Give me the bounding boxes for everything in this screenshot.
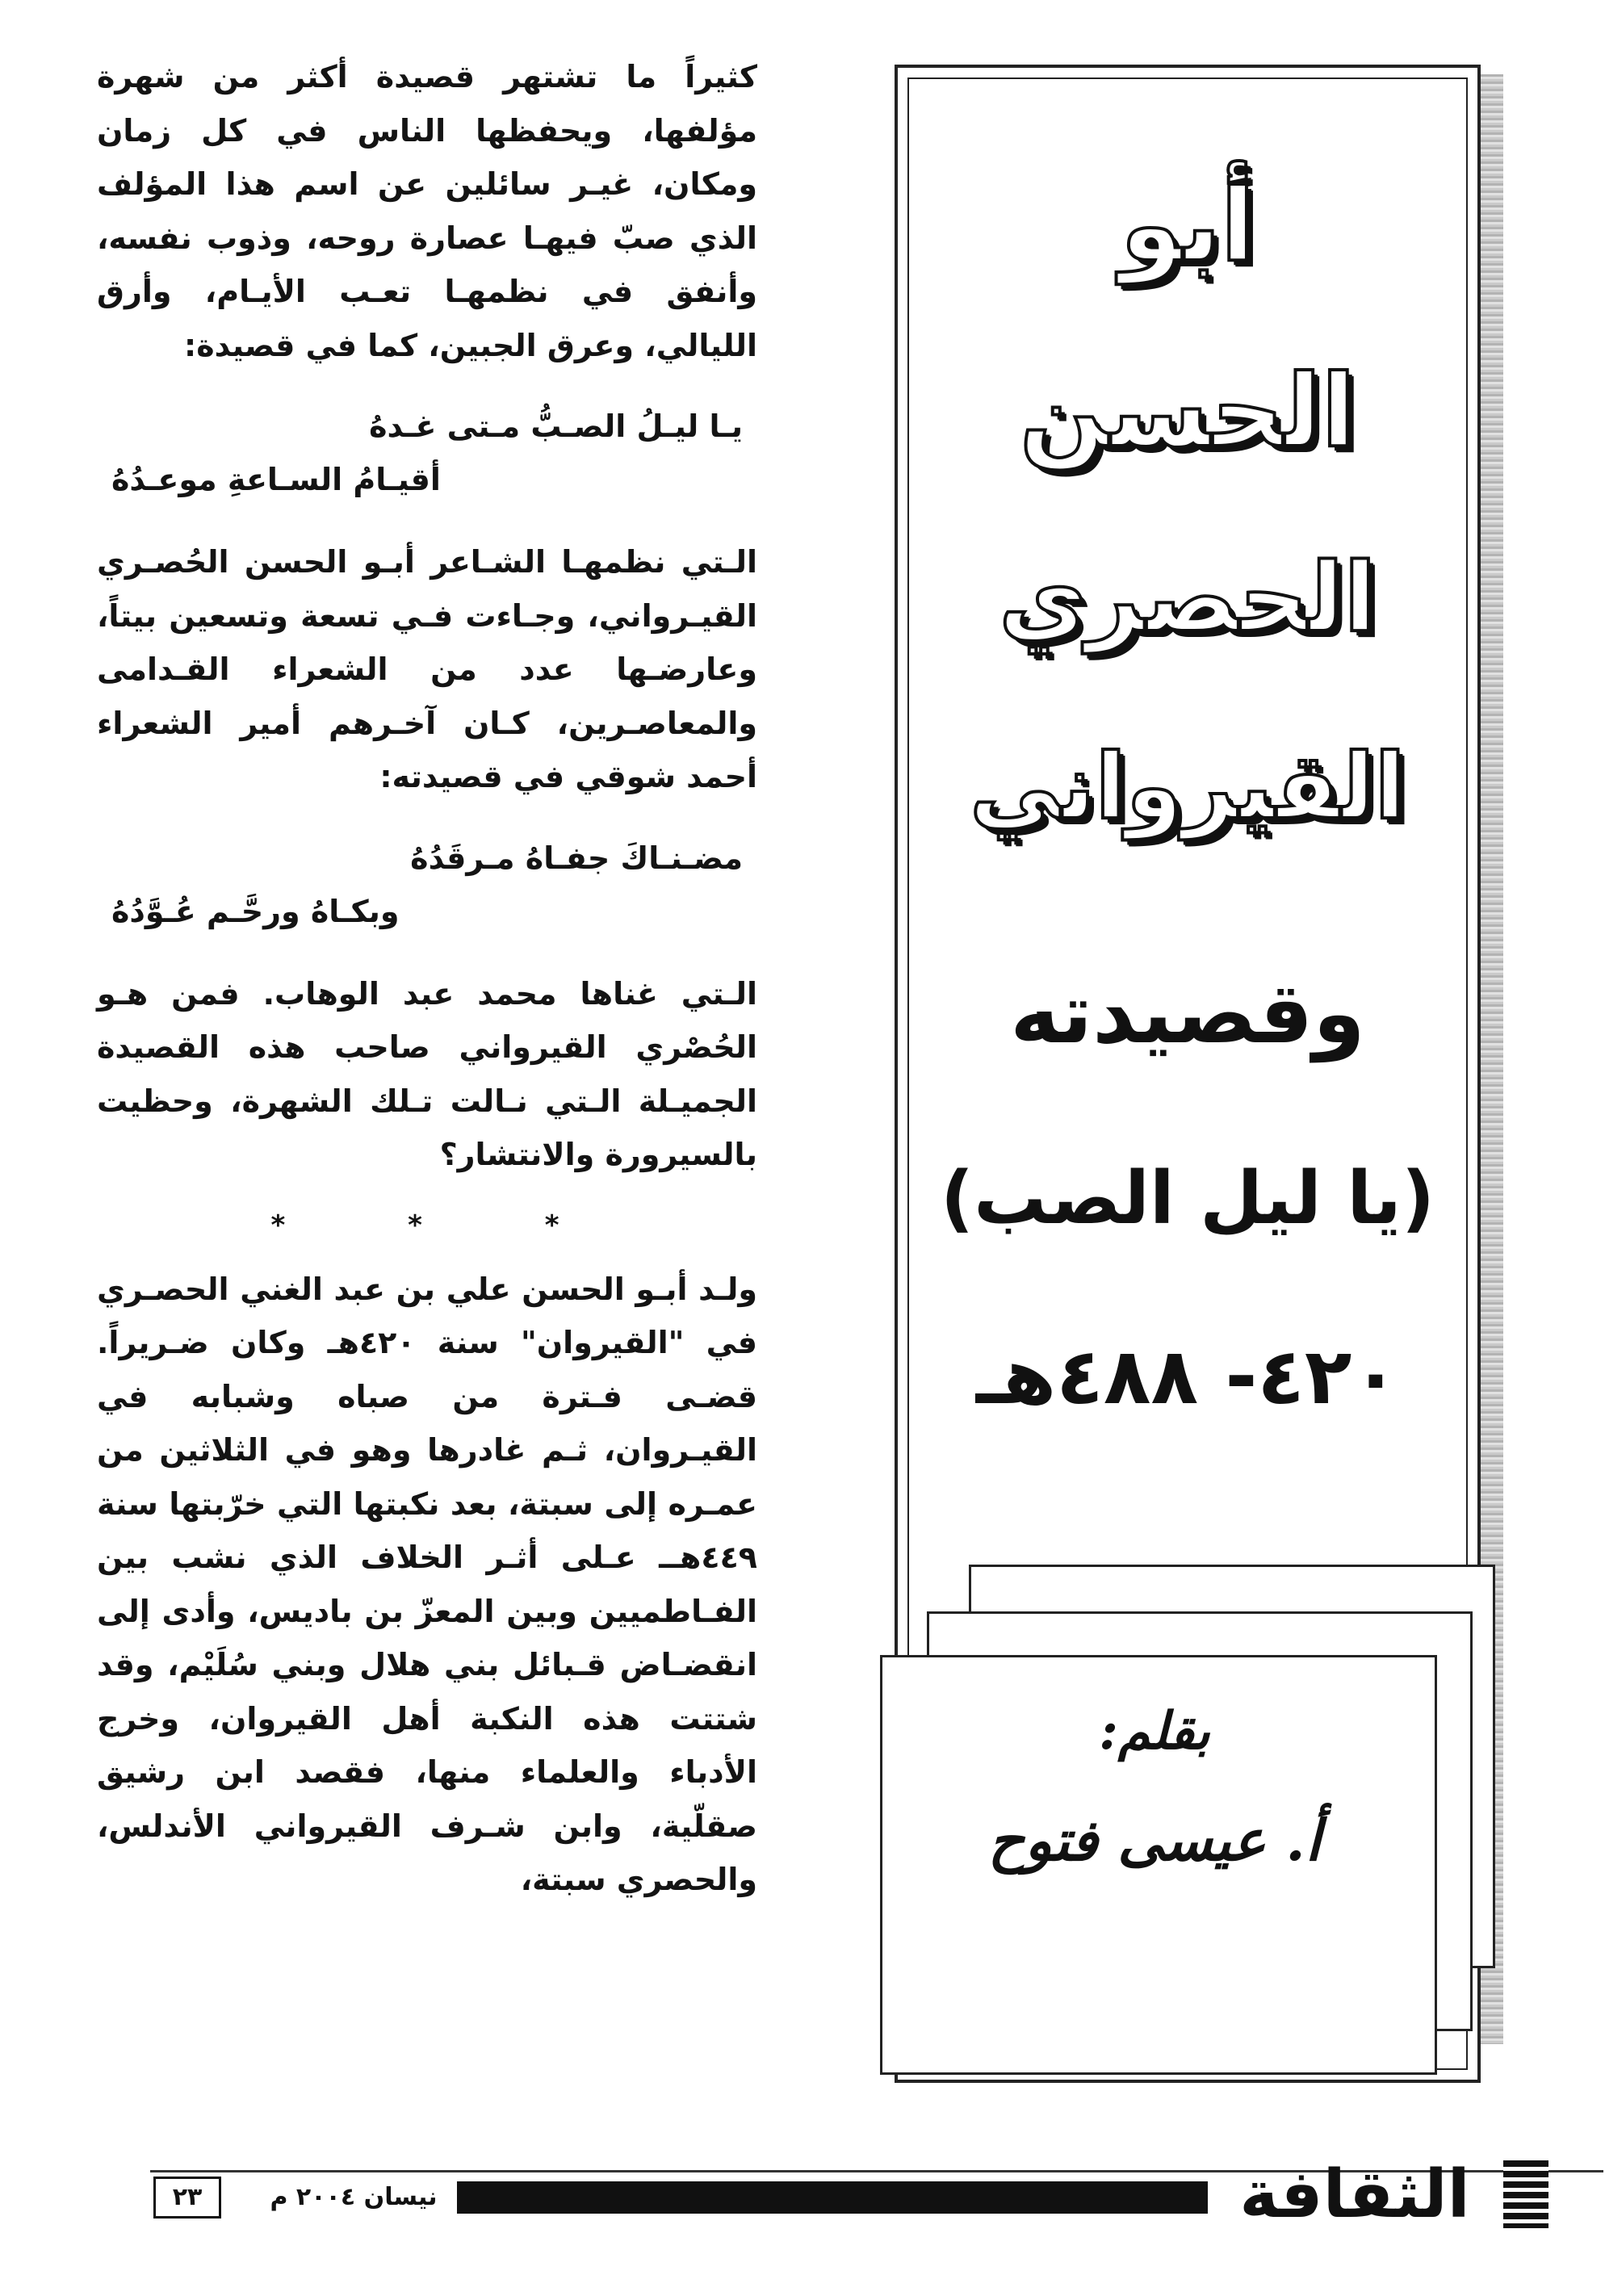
verse-line: يـا ليـلُ الصـبُّ مـتى غـدهُ bbox=[369, 409, 743, 444]
magazine-logo: الثقافة bbox=[1239, 2156, 1470, 2233]
article-paragraph-question: الـتي غناها محمد عبد الوهاب. فمن هـو الحُصْري القيرواني صاحب هذه القصيدة الجميـلة الـتي نـالت تـلك الشهرة، وحظيت بالسيرورة والانتشار؟ bbox=[97, 975, 757, 1172]
title-word-al-hasan: الحسن bbox=[1019, 354, 1356, 470]
verse-line: مضـنـاكَ جفـاهُ مـرقَدُهُ bbox=[410, 840, 743, 876]
author-byline-label: بقلم: bbox=[1099, 1701, 1210, 1762]
title-dates: ٤٢٠- ٤٨٨هـ bbox=[975, 1331, 1400, 1422]
footer-black-bar bbox=[457, 2181, 1208, 2214]
verse-line: وبكـاهُ ورحَّـم عُـوَّدُهُ bbox=[111, 893, 400, 929]
footer-issue-date: نيسان ٢٠٠٤ م bbox=[270, 2183, 438, 2211]
title-word-wa-qasidatuh: وقصيدته bbox=[1010, 964, 1365, 1062]
title-poem-name: (يا ليل الصب) bbox=[941, 1156, 1435, 1241]
page-number: ٢٣ bbox=[153, 2177, 221, 2218]
title-word-al-qayrawani: القيرواني bbox=[970, 735, 1406, 840]
title-word-al-husri: الحصري bbox=[999, 542, 1377, 653]
author-name: أ. عيسى فتوح bbox=[987, 1807, 1322, 1874]
logo-stripes-icon bbox=[1503, 2160, 1548, 2228]
verse-line: أقيـامُ السـاعةِ موعـدُهُ bbox=[111, 462, 441, 497]
article-paragraph-biography: ولـد أبـو الحسن علي بن عبد الغني الحصـري في "القيروان" سنة ٤٢٠هـ وكان ضـريراً. قضـى فـترة من صباه وشبابه في القيـروان، ثـم غادرها وهو في الثلاثين من عمـره إلى سبتة، بعد نكبتها التي خرّبتها سنة ٤٤٩هــ عـلى أثـر الخلاف الذي نشب بين الفـاطميين وبين المعزّ بن باديس، وأدى إلى انقضـاض قـبائل بني هلال وبني سُلَيْم، وقد شتتت هذه النكبة أهل القيروان، وخرج الأدباء والعلماء منها، فقصد ابن رشيق صقلّية، وابن شـرف القيرواني الأندلس، والحصري سبتة، bbox=[97, 1271, 757, 1897]
article-paragraph-shawqi: الـتي نظمهـا الشـاعر أبـو الحسن الحُصـري القيـرواني، وجـاءت فـي تسعة وتسعين بيتاً، وعارضـها عدد من الشعراء القـدامى والمعاصـرين، كـان آخـرهم أمير الشعراء أحمد شوقي في قصيدته: bbox=[97, 544, 757, 794]
article-column bbox=[97, 50, 757, 2117]
title-word-abu: أبو bbox=[1120, 168, 1255, 284]
verse-block-shawqi bbox=[97, 832, 757, 938]
section-separator-stars: * * * bbox=[270, 1209, 616, 1242]
verse-block-ya-layl bbox=[97, 400, 757, 506]
article-paragraph-intro: كثيراً ما تشتهر قصيدة أكثر من شهرة مؤلفها، ويحفظها الناس في كل زمان ومكان، غيـر سائلين عن اسم هذا المؤلف الذي صبّ فيهـا عصارة روحه، وذوب نفسه، وأنفق في نظمهـا تعـب الأيـام، وأرق الليالي، وعرق الجبين، كما في قصيدة: bbox=[97, 59, 757, 363]
